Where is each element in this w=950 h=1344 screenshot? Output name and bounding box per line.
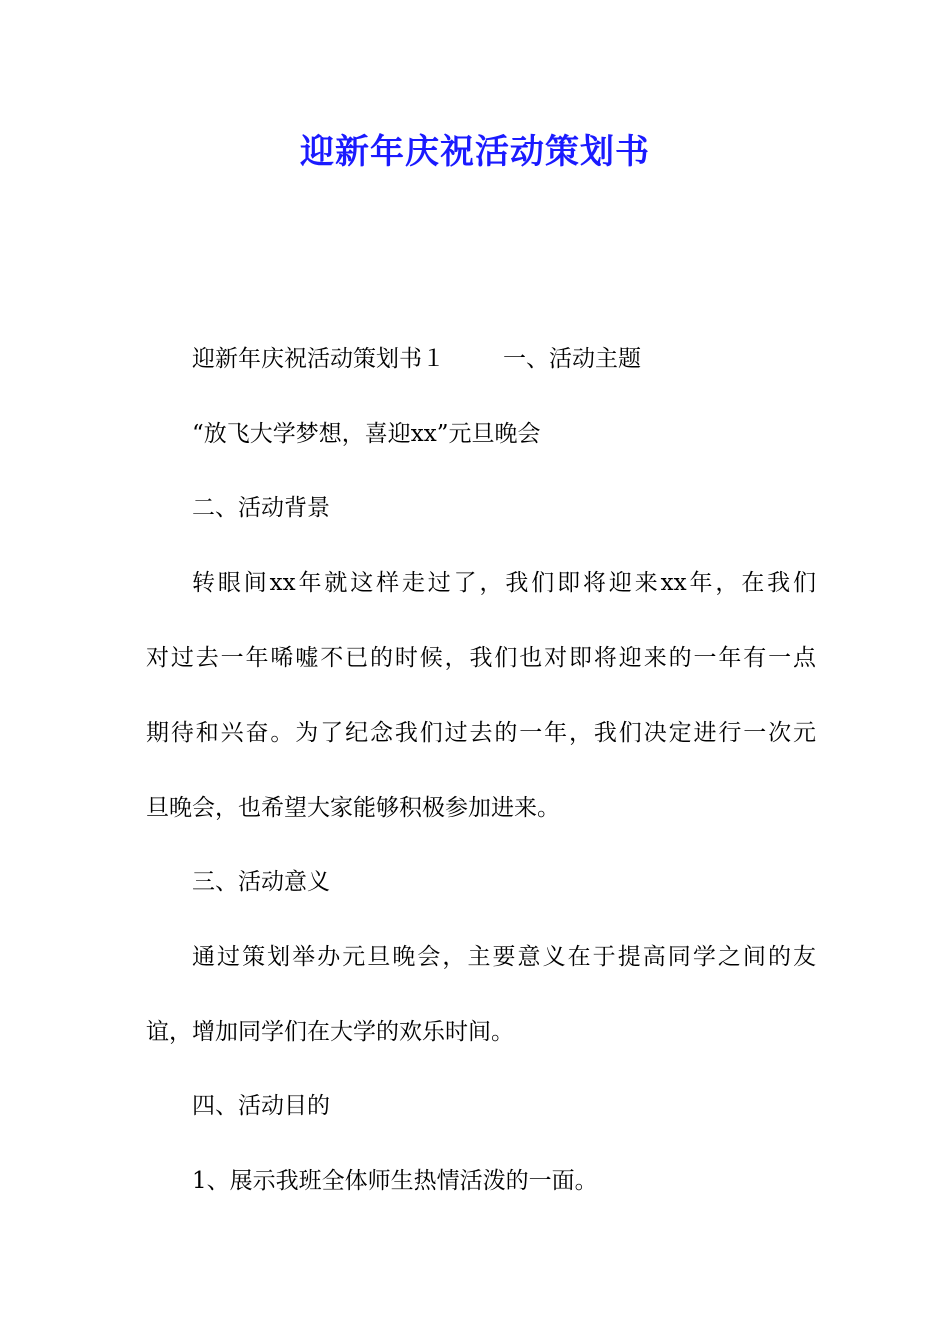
doc-heading-text: 迎新年庆祝活动策划书１ (192, 346, 445, 372)
section-4-heading: 四、活动目的 (192, 1093, 330, 1119)
section-2-heading: 二、活动背景 (192, 495, 330, 521)
background-line-1: 转眼间xx年就这样走过了，我们即将迎来xx年，在我们 (192, 570, 816, 596)
first-line (192, 343, 862, 375)
background-line-2: 对过去一年唏嘘不已的时候，我们也对即将迎来的一年有一点 (146, 645, 816, 671)
meaning-line-1: 通过策划举办元旦晚会，主要意义在于提高同学之间的友 (192, 944, 816, 970)
background-line-3: 期待和兴奋。为了纪念我们过去的一年，我们决定进行一次元 (146, 720, 816, 746)
section-1-heading: 一、活动主题 (503, 346, 641, 372)
section-3-heading: 三、活动意义 (192, 869, 330, 895)
purpose-item-1: 1、展示我班全体师生热情活泼的一面。 (192, 1168, 598, 1194)
meaning-line-2: 谊，增加同学们在大学的欢乐时间。 (146, 1019, 514, 1045)
theme-text: “放飞大学梦想，喜迎xx”元旦晚会 (192, 421, 541, 447)
document-title: 迎新年庆祝活动策划书 (300, 132, 650, 172)
background-line-4: 旦晚会，也希望大家能够积极参加进来。 (146, 795, 560, 821)
